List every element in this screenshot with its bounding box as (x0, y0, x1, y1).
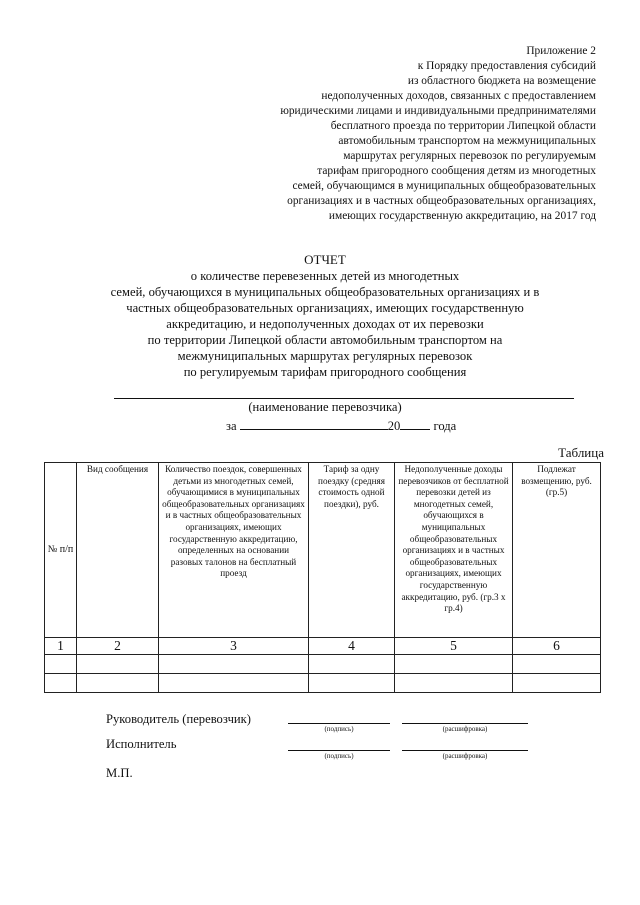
table-cell[interactable] (513, 655, 601, 674)
appendix-line: имеющих государственную аккредитацию, на 2017 год (328, 210, 596, 222)
period-date-blank[interactable] (240, 417, 388, 430)
report-description-line: аккредитацию, и недополученных доходах от их перевозки (166, 317, 484, 331)
column-number-cell: 3 (159, 638, 309, 655)
report-description-line: по территории Липецкой области автомобильным транспортом на (147, 333, 503, 347)
appendix-line: бесплатного проезда по территории Липецкой области (330, 120, 596, 132)
column-number-cell: 2 (77, 638, 159, 655)
appendix-line: из областного бюджета на возмещение (407, 75, 596, 87)
table-row (45, 655, 601, 674)
report-description-line: семей, обучающихся в муниципальных общеобразовательных организациях и в (110, 285, 540, 299)
table-header-cell: Недополученные доходы перевозчиков от бесплатной перевозки детей из многодетных семей, обучающихся в муниципальных общеобразовательных организациях и в частных общеобразовательных организациях, имеющих государственную аккредитацию, руб. (гр.3 х гр.4) (395, 463, 513, 638)
head-signature-line[interactable] (288, 723, 390, 724)
column-number-cell: 1 (45, 638, 77, 655)
table-cell[interactable] (395, 655, 513, 674)
table-cell[interactable] (77, 674, 159, 693)
table-header-row (45, 463, 601, 638)
table-row (45, 674, 601, 693)
report-period (226, 417, 456, 434)
head-signature-label: Руководитель (перевозчик) (106, 712, 251, 726)
decoding-caption: (расшифровка) (442, 752, 488, 760)
report-description-line: частных общеобразовательных организациях, имеющих государственную (126, 301, 524, 315)
signature-caption: (подпись) (324, 752, 354, 760)
table-header-cell: Вид сообщения (77, 463, 159, 638)
carrier-caption: (наименование перевозчика) (248, 400, 402, 414)
executor-decoding-line[interactable] (402, 750, 528, 751)
appendix-line: маршрутах регулярных перевозок по регулируемым (343, 150, 596, 162)
appendix-line: к Порядку предоставления субсидий (417, 60, 596, 72)
stamp-label: М.П. (106, 766, 133, 780)
report-table (44, 462, 601, 693)
table-cell[interactable] (309, 655, 395, 674)
period-prefix: за (226, 419, 237, 433)
table-label: Таблица (558, 445, 604, 460)
column-number-cell: 4 (309, 638, 395, 655)
report-description-line: о количестве перевезенных детей из многодетных (190, 269, 460, 283)
appendix-line: недополученных доходов, связанных с предоставлением (321, 90, 596, 102)
table-cell[interactable] (45, 674, 77, 693)
appendix-line: тарифам пригородного сообщения детям из многодетных (317, 165, 596, 177)
executor-signature-label: Исполнитель (106, 737, 177, 751)
column-number-cell: 5 (395, 638, 513, 655)
table-cell[interactable] (513, 674, 601, 693)
period-year: 20 (387, 419, 401, 433)
table-cell[interactable] (77, 655, 159, 674)
table-header-cell: Подлежат возмещению, руб. (гр.5) (513, 463, 601, 638)
table-header-cell: № п/п (45, 463, 77, 638)
report-description-line: по регулируемым тарифам пригородного сообщения (183, 365, 467, 379)
table-cell[interactable] (395, 674, 513, 693)
report-description (90, 268, 560, 380)
column-number-cell: 6 (513, 638, 601, 655)
appendix-line: автомобильным транспортом на межмуниципальных (338, 135, 596, 147)
appendix-line: семей, обучающимся в муниципальных общеобразовательных (292, 180, 596, 192)
table-cell[interactable] (159, 674, 309, 693)
head-decoding-line[interactable] (402, 723, 528, 724)
period-suffix: года (433, 419, 457, 433)
table-header-cell: Количество поездок, совершенных детьми из многодетных семей, обучающимися в муниципальных общеобразовательных организациях и в частных общеобразовательных организациях, имеющих государственную аккредитацию, определенных на основании разовых талонов на бесплатный проезд (159, 463, 309, 638)
appendix-line: юридическими лицами и индивидуальными предпринимателями (280, 105, 596, 117)
appendix-line: организациях и в частных общеобразовательных организациях, (287, 195, 596, 207)
executor-signature-line[interactable] (288, 750, 390, 751)
appendix-line: Приложение 2 (526, 45, 596, 57)
report-description-line: межмуниципальных маршрутах регулярных перевозок (177, 349, 473, 363)
period-year-blank[interactable] (400, 417, 430, 430)
table-column-numbers-row (45, 638, 601, 655)
signature-caption: (подпись) (324, 725, 354, 733)
table-cell[interactable] (45, 655, 77, 674)
carrier-name-line[interactable] (114, 398, 574, 399)
table-cell[interactable] (309, 674, 395, 693)
table-header-cell: Тариф за одну поездку (средняя стоимость одной поездки), руб. (309, 463, 395, 638)
table-cell[interactable] (159, 655, 309, 674)
appendix-header (176, 44, 596, 224)
report-title: ОТЧЕТ (304, 252, 346, 267)
decoding-caption: (расшифровка) (442, 725, 488, 733)
